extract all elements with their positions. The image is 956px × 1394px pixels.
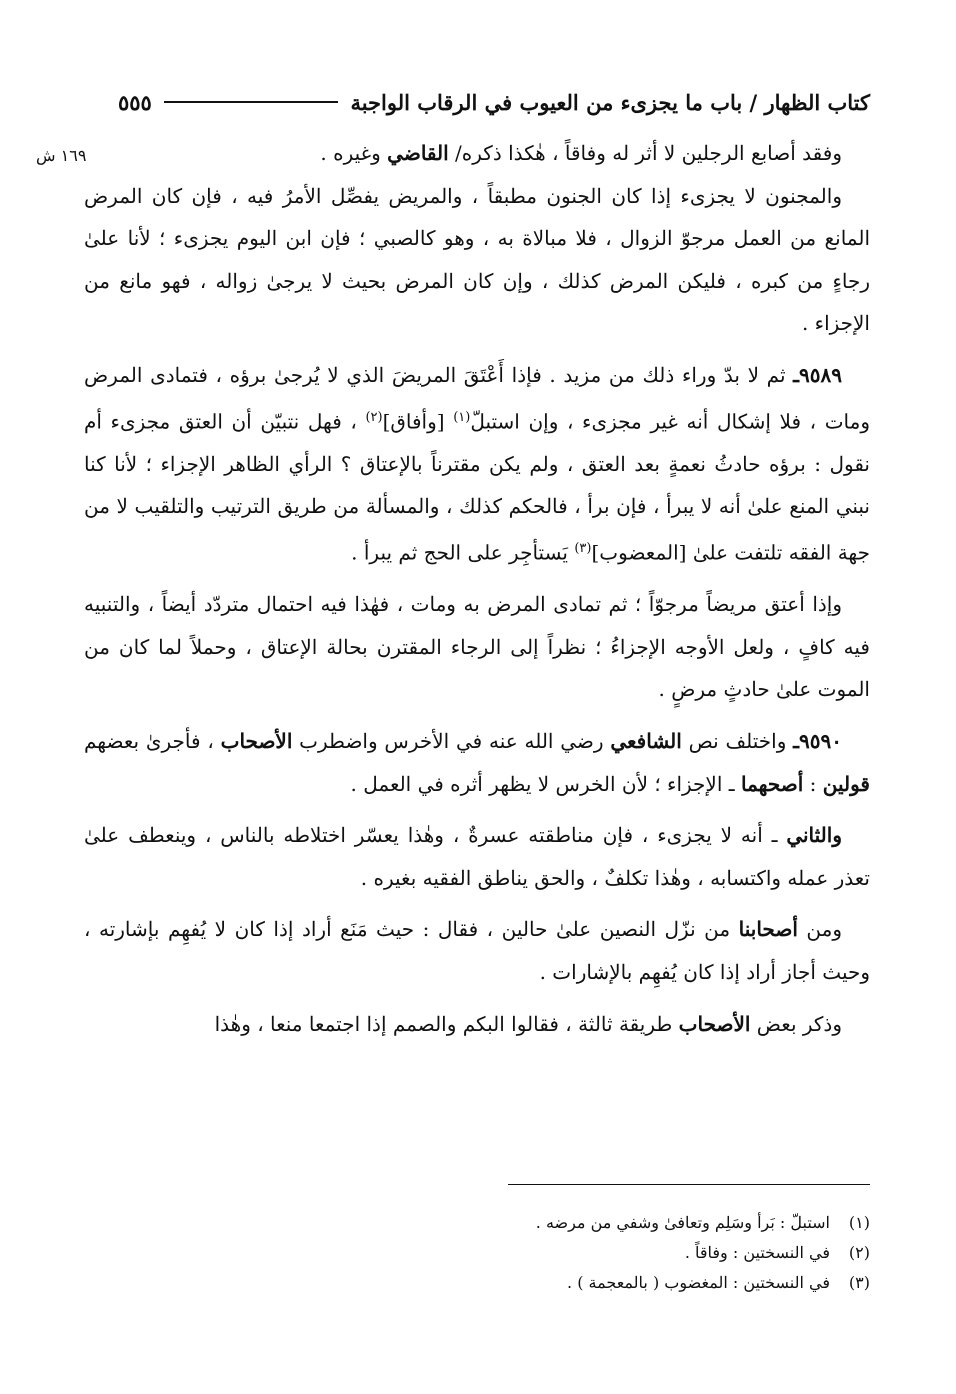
text-run: ـ الإجزاء ؛ لأن الخرس لا يظهر أثره في العمل . <box>350 771 741 796</box>
paragraph <box>84 175 870 345</box>
bold-term: أصحابنا <box>738 917 798 942</box>
footnote-number: (١) <box>848 1213 870 1232</box>
paragraph <box>84 720 870 805</box>
bold-term: ٩٥٨٩ـ <box>793 362 842 387</box>
text-run: من نزّل النصين علىٰ حالين ، فقال : حيث مَنَع أراد إذا كان لا يُفهِم بإشارته ، وحيث أجاز أراد إذا كان يُفهِم بالإشارات . <box>84 917 870 984</box>
footnote-number: (٣) <box>848 1273 870 1292</box>
page-header <box>118 84 870 120</box>
footnote-text: استبلّ : بَرأ وسَلِم وتعافىٰ وشفي من مرضه . <box>535 1213 830 1232</box>
page-number: ٥٥٥ <box>118 89 152 115</box>
text-run: وفقد أصابع الرجلين لا أثر له وفاقاً ، هٰكذا ذكره/ <box>448 141 842 165</box>
text-run: وإذا أعتق مريضاً مرجوّاً ؛ ثم تمادى المرض به ومات ، فهٰذا فيه احتمال متردّد أيضاً ، والتنبيه فيه كافٍ ، ولعل الأوجه الإجزاءُ ؛ نظراً إلى الرجاء المقترن بحالة الإعتاق ، وحملاً لما كان من الموت علىٰ حادثٍ مرضٍ . <box>84 592 870 702</box>
bold-term: قولين <box>822 771 870 796</box>
text-run: [وأفاق] <box>382 409 454 434</box>
bold-term: القاضي <box>387 141 449 165</box>
text-run: رضي الله عنه في الأخرس واضطرب <box>292 729 611 754</box>
text-run: ومن <box>797 917 843 942</box>
text-run: والمجنون لا يجزىء إذا كان الجنون مطبقاً ، والمريض يفصِّل الأمرُ فيه ، فإن كان المرض المانع من العمل مرجوّ الزوال ، فلا مبالاة به ، وهو كالصبي ؛ فإن ابن اليوم يجزىء ؛ لأنا علىٰ رجاءٍ من كبره ، فليكن المرض كذلك ، وإن كان المرض بحيث لا يرجىٰ زواله ، فهو مانع من الإجزاء . <box>84 183 870 336</box>
margin-note: ١٦٩ ش <box>36 146 87 165</box>
footnote-ref: (٣) <box>574 541 592 556</box>
text-run: ، فهل نتبيّن أن العتق مجزىء أم نقول : برؤه حادثُ نعمةٍ بعد العتق ، ولم يكن مقترناً بالإعتاق ؟ الرأي الظاهر الإجزاء ؛ لأنا كنا نبني المنع علىٰ أنه لا يبرأ ، فإن برأ ، فالحكم كذلك ، والمسألة من طريق الترتيب والتلقيب لا من جهة الفقه تلتفت علىٰ [المعضوب] <box>84 409 870 565</box>
footnote <box>300 1268 870 1298</box>
paragraph <box>84 354 870 574</box>
footnote-text: في النسختين : وفاقاً . <box>684 1243 830 1262</box>
footnote <box>300 1238 870 1268</box>
text-run: ثم لا بدّ وراء ذلك من مزيد . فإذا أَعْتَقَ المريضَ الذي لا يُرجىٰ برؤه ، فتمادى المرض ومات ، فلا إشكال أنه غير مجزىء ، وإن استبلّ <box>84 362 870 434</box>
paragraph <box>84 132 870 175</box>
bold-term: الأصحاب <box>678 1011 751 1036</box>
bold-term: أصحهما <box>740 771 804 796</box>
text-run: : <box>803 771 823 796</box>
paragraph <box>84 1003 870 1046</box>
text-run: طريقة ثالثة ، فقالوا البكم والصمم إذا اجتمعا منعا ، وهٰذا <box>214 1011 679 1036</box>
text-run: يَستأجِر على الحج ثم يبرأ . <box>351 540 575 565</box>
text-run: ، فأجرىٰ بعضهم <box>84 729 221 754</box>
footnote-ref: (٢) <box>365 409 383 425</box>
text-run: ـ أنه لا يجزىء ، فإن مناطقته عسرةٌ ، وهٰذا يعسّر اختلاطه بالناس ، وينعطف علىٰ تعذر عمله واكتسابه ، وهٰذا تكلفٌ ، والحق يناطق الفقيه بغيره . <box>84 823 870 890</box>
bold-term: الشافعي <box>610 729 682 754</box>
text-run: واختلف نص <box>681 729 794 754</box>
footnote <box>300 1208 870 1238</box>
text-run: وذكر بعض <box>750 1011 842 1036</box>
footnote-ref: (١) <box>453 409 471 425</box>
footnote-number: (٢) <box>848 1243 870 1262</box>
footnote-separator <box>508 1184 870 1185</box>
header-rule <box>164 101 339 103</box>
paragraph <box>84 583 870 711</box>
bold-term: ٩٥٩٠ـ <box>793 729 842 754</box>
main-text <box>84 132 870 1045</box>
paragraph <box>84 814 870 899</box>
bold-term: الأصحاب <box>220 729 293 754</box>
running-title: كتاب الظهار / باب ما يجزىء من العيوب في الرقاب الواجبة <box>350 89 870 115</box>
footnotes <box>300 1208 870 1298</box>
footnote-text: في النسختين : المغضوب ( بالمعجمة ) . <box>567 1273 830 1292</box>
text-run: وغيره . <box>320 141 388 165</box>
bold-term: والثاني <box>786 823 842 848</box>
paragraph <box>84 908 870 993</box>
